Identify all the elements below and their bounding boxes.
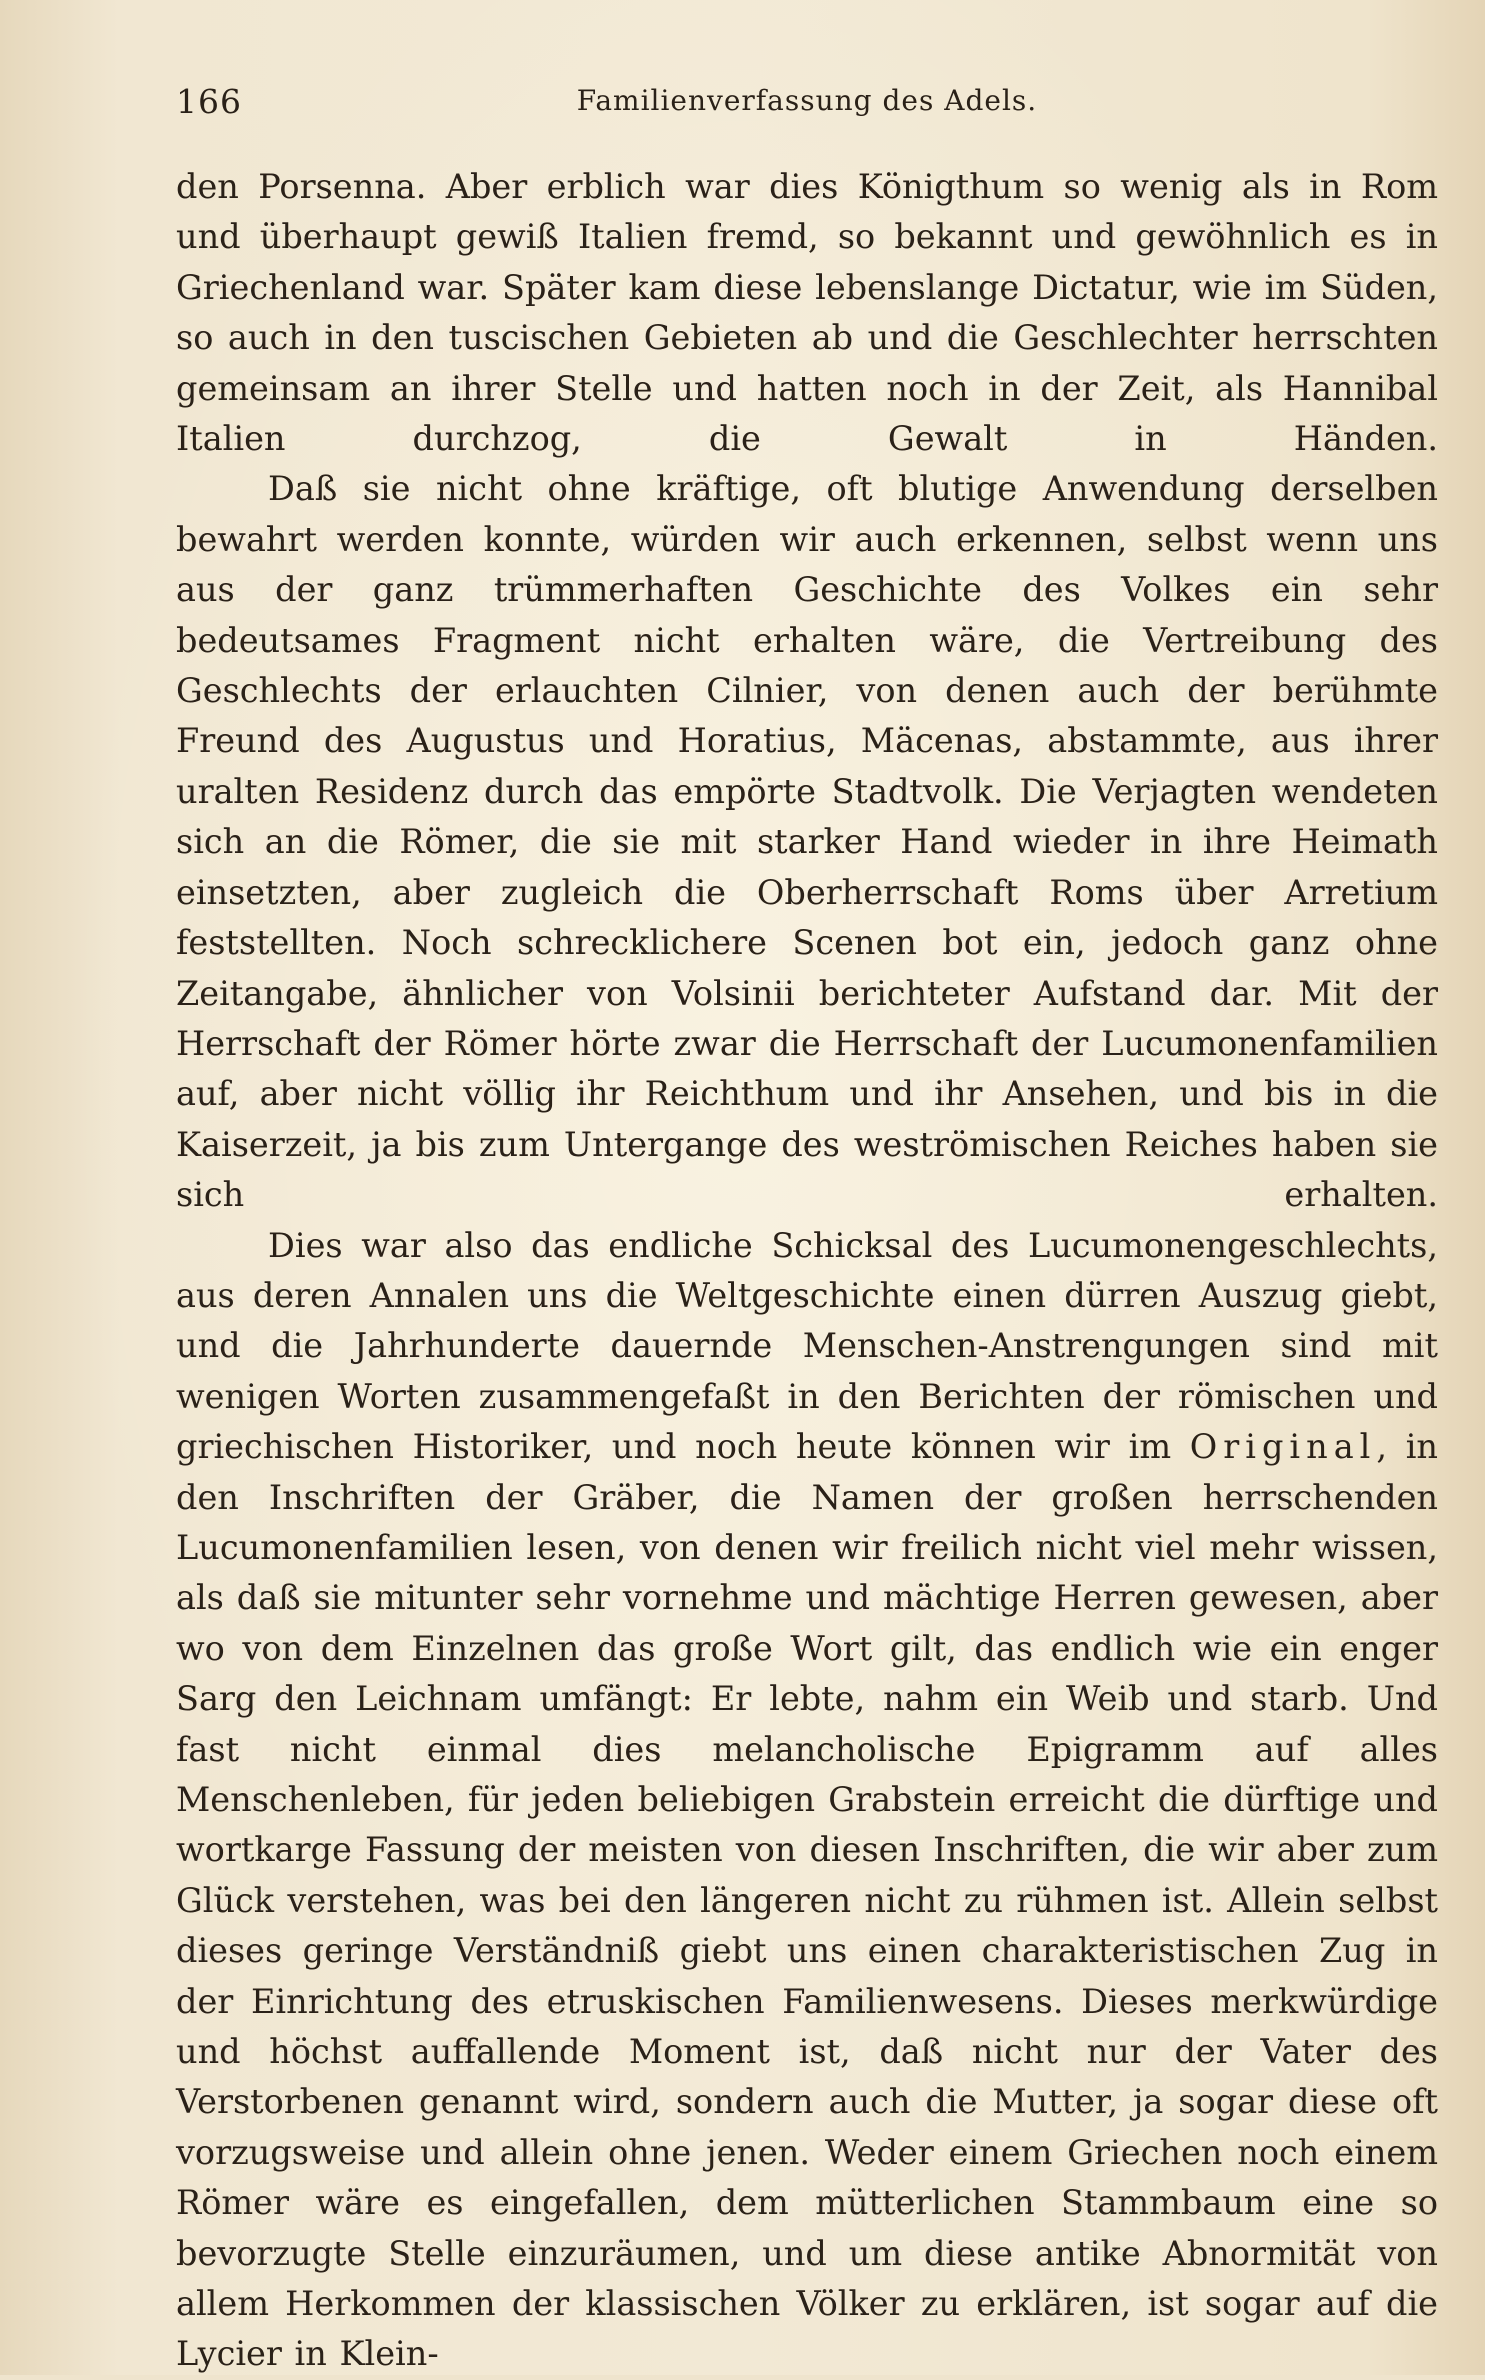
paragraph-3-text-after: , in den Inschriften der Gräber, die Namen der großen herrschenden Lucumonenfamilien lesen, von denen wir freilich nicht viel mehr wissen, als daß sie mitunter sehr vornehme und mächtige Herren gewesen, aber wo von dem Einzelnen das große Wort gilt, das endlich wie ein enger Sarg den Leichnam umfängt: Er lebte, nahm ein Weib und starb. Und fast nicht einmal dies melancholische Epigramm auf alles Menschenleben, für jeden beliebigen Grabstein erreicht die dürftige und wortkarge Fassung der meisten von diesen Inschriften, die wir aber zum Glück verstehen, was bei den längeren nicht zu rühmen ist. Allein selbst dieses geringe Verständniß giebt uns einen charakteristischen Zug in der Einrichtung des etruskischen Familienwesens. Dieses merkwürdige und höchst auffallende Moment ist, daß nicht nur der Vater des Verstorbenen genannt wird, sondern auch die Mutter, ja sogar diese oft vorzugsweise und allein ohne jenen. Weder einem Griechen noch einem Römer wäre es eingefallen, dem mütterlichen Stammbaum eine so bevorzugte Stelle einzuräumen, und um diese antike Abnormität von allem Herkommen der klassischen Völker zu erklären, ist sogar auf die Lycier in Klein- [176,1427,1438,2374]
paragraph-3-text-before: Dies war also das endliche Schicksal des Lucumonengeschlechts, aus deren Annalen uns die Weltgeschichte einen dürren Auszug giebt, und die Jahrhunderte dauernde Menschen-Anstrengungen sind mit wenigen Worten zusammengefaßt in den Berichten der römischen und griechischen Historiker, und noch heute können wir im [176,1225,1438,1467]
spaced-emphasis-word: Original [1189,1427,1377,1467]
running-title: Familienverfassung des Adels. [576,84,1038,117]
page-number: 166 [176,82,242,121]
paragraph-3 [176,1221,1438,2380]
paragraph-1: den Porsenna. Aber erblich war dies Königthum so wenig als in Rom und überhaupt gewiß Italien fremd, so bekannt und gewöhnlich es in Griechenland war. Später kam diese lebenslange Dictatur, wie im Süden, so auch in den tuscischen Gebieten ab und die Geschlechter herrschten gemeinsam an ihrer Stelle und hatten noch in der Zeit, als Hannibal Italien durchzog, die Gewalt in Händen. [176,167,1438,459]
body-text [176,162,1438,2380]
page-header [176,78,1438,128]
paragraph-2: Daß sie nicht ohne kräftige, oft blutige Anwendung derselben bewahrt werden konnte, würden wir auch erkennen, selbst wenn uns aus der ganz trümmerhaften Geschichte des Volkes ein sehr bedeutsames Fragment nicht erhalten wäre, die Vertreibung des Geschlechts der erlauchten Cilnier, von denen auch der berühmte Freund des Augustus und Horatius, Mäcenas, abstammte, aus ihrer uralten Residenz durch das empörte Stadtvolk. Die Verjagten wendeten sich an die Römer, die sie mit starker Hand wieder in ihre Heimath einsetzten, aber zugleich die Oberherrschaft Roms über Arretium feststellten. Noch schrecklichere Scenen bot ein, jedoch ganz ohne Zeitangabe, ähnlicher von Volsinii berichteter Aufstand dar. Mit der Herrschaft der Römer hörte zwar die Herrschaft der Lucumonenfamilien auf, aber nicht völlig ihr Reichthum und ihr Ansehen, und bis in die Kaiserzeit, ja bis zum Untergange des weströmischen Reiches haben sie sich erhalten. [176,469,1438,1215]
